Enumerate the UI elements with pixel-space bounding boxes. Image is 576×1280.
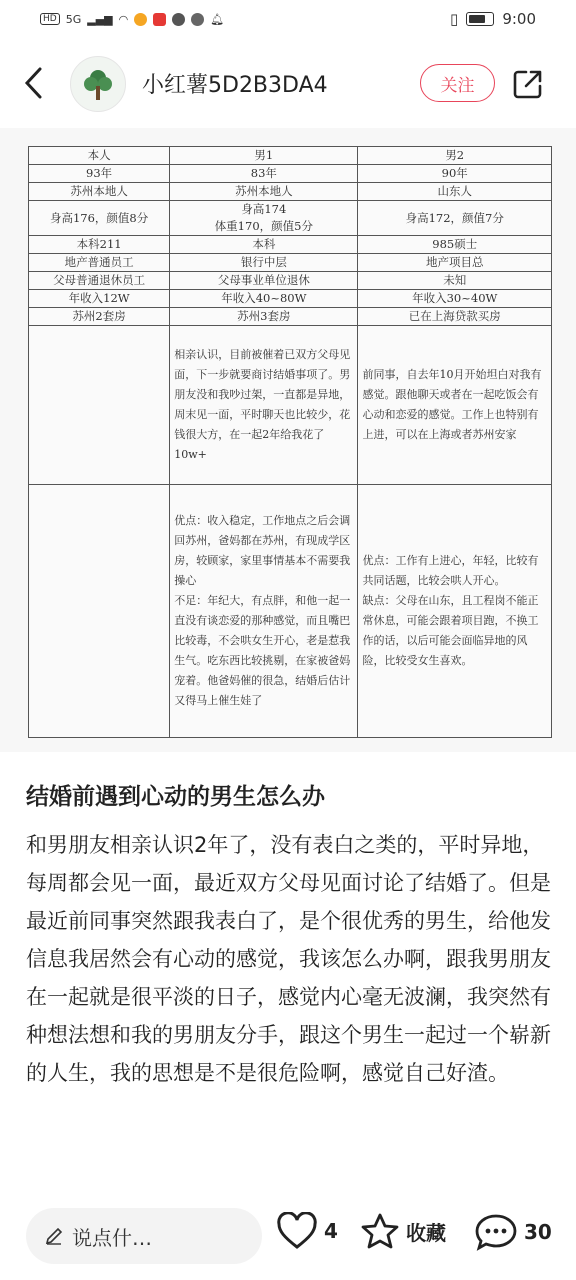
table-cell: 男2 xyxy=(358,147,552,165)
hd-icon: HD xyxy=(40,13,60,25)
post-image[interactable] xyxy=(0,128,576,752)
message-icon xyxy=(172,13,185,26)
like-count: 4 xyxy=(324,1219,338,1243)
network-label: 5G xyxy=(65,12,82,26)
table-cell: 年收入40~80W xyxy=(170,290,358,308)
table-cell: 83年 xyxy=(170,165,358,183)
table-row xyxy=(29,272,552,290)
table-cell: 地产普通员工 xyxy=(29,254,170,272)
table-cell: 年收入30~40W xyxy=(358,290,552,308)
table-cell: 相亲认识，目前被催着已双方父母见面，下一步就要商讨结婚事项了。男朋友没和我吵过架，一直都是异地，周末见一面，平时聊天也比较少，花钱很大方，在一起2年给我花了10w+ xyxy=(170,326,358,485)
table-row xyxy=(29,308,552,326)
app-icon xyxy=(191,13,204,26)
collect-label: 收藏 xyxy=(406,1220,446,1245)
notification-bell-icon: 🔔︎ xyxy=(210,12,225,26)
comparison-table xyxy=(28,146,552,738)
follow-button[interactable]: 关注 xyxy=(420,64,495,102)
table-row xyxy=(29,165,552,183)
news-app-icon xyxy=(153,13,166,26)
table-cell: 优点：收入稳定，工作地点之后会调回苏州，爸妈都在苏州，有现成学区房，较顾家，家里事情基本不需要我操心 不足：年纪大，有点胖，和他一起一直没有谈恋爱的那种感觉，而且嘴巴比较毒，不会哄女生开心，老是惹我生气。吃东西比较挑剔，在家被爸妈宠着。他爸妈催的很急，结婚后估计又得马上催生娃了 xyxy=(170,485,358,738)
post-title: 结婚前遇到心动的男生怎么办 xyxy=(26,784,325,810)
status-left xyxy=(40,13,224,26)
weibo-icon xyxy=(134,13,147,26)
table-cell xyxy=(29,485,170,738)
table-cell: 93年 xyxy=(29,165,170,183)
pen-icon xyxy=(44,1226,64,1246)
table-row xyxy=(29,183,552,201)
table-cell: 苏州2套房 xyxy=(29,308,170,326)
table-cell: 父母事业单位退休 xyxy=(170,272,358,290)
table-cell: 90年 xyxy=(358,165,552,183)
table-cell: 本人 xyxy=(29,147,170,165)
table-cell: 优点：工作有上进心，年轻，比较有共同话题，比较会哄人开心。 缺点：父母在山东，且工程岗不能正常休息，可能会跟着项目跑，不换工作的话，以后可能会面临异地的风险，比较受女生喜欢。 xyxy=(358,485,552,738)
table-cell xyxy=(29,326,170,485)
table-cell: 父母普通退休员工 xyxy=(29,272,170,290)
table-cell: 985硕士 xyxy=(358,236,552,254)
table-cell: 山东人 xyxy=(358,183,552,201)
comment-placeholder: 说点什… xyxy=(72,1225,152,1250)
table-row xyxy=(29,485,552,738)
table-row xyxy=(29,326,552,485)
comment-count: 30 xyxy=(524,1220,552,1244)
table-cell: 地产项目总 xyxy=(358,254,552,272)
comment-input[interactable] xyxy=(26,1208,262,1264)
table-cell: 身高172，颜值7分 xyxy=(358,201,552,236)
status-bar xyxy=(0,0,576,38)
table-cell: 年收入12W xyxy=(29,290,170,308)
table-cell: 本科211 xyxy=(29,236,170,254)
table-row xyxy=(29,201,552,236)
table-row xyxy=(29,147,552,165)
table-cell: 身高174 体重170，颜值5分 xyxy=(170,201,358,236)
table-row xyxy=(29,236,552,254)
avatar[interactable] xyxy=(70,56,126,112)
signal-icon: ▂▄▆ xyxy=(87,12,113,26)
comments-button[interactable] xyxy=(474,1212,552,1252)
comment-bubble-icon xyxy=(474,1212,518,1252)
table-cell: 苏州本地人 xyxy=(170,183,358,201)
share-icon[interactable] xyxy=(512,68,544,100)
back-icon[interactable] xyxy=(22,66,44,100)
table-cell: 已在上海贷款买房 xyxy=(358,308,552,326)
table-cell: 身高176，颜值8分 xyxy=(29,201,170,236)
table-cell: 苏州3套房 xyxy=(170,308,358,326)
table-cell: 未知 xyxy=(358,272,552,290)
nav-bar xyxy=(0,48,576,118)
clock: 9:00 xyxy=(502,10,536,28)
table-row xyxy=(29,254,552,272)
collect-button[interactable] xyxy=(360,1212,446,1250)
table-cell: 前同事，自去年10月开始坦白对我有感觉。跟他聊天或者在一起吃饭会有心动和恋爱的感觉。工作上也特别有上进，可以在上海或者苏州安家 xyxy=(358,326,552,485)
post-body: 和男朋友相亲认识2年了，没有表白之类的，平时异地，每周都会见一面，最近双方父母见面讨论了结婚了。但是最近前同事突然跟我表白了，是个很优秀的男生，给他发信息我居然会有心动的感觉，我该怎么办啊，跟我男朋友在一起就是很平淡的日子，感觉内心毫无波澜，我突然有种想法想和我的男朋友分手，跟这个男生一起过一个崭新的人生，我的思想是不是很危险啊，感觉自己好渣。 xyxy=(26,833,551,1085)
table-cell: 苏州本地人 xyxy=(29,183,170,201)
table-cell: 本科 xyxy=(170,236,358,254)
table-row xyxy=(29,290,552,308)
wifi-icon: ◠ xyxy=(118,12,129,26)
vibrate-icon: ▯ xyxy=(450,10,459,28)
battery-icon xyxy=(466,12,494,26)
author-name[interactable]: 小红薯5D2B3DA4 xyxy=(142,73,328,98)
heart-icon xyxy=(276,1212,318,1250)
like-button[interactable] xyxy=(276,1212,338,1250)
star-icon xyxy=(360,1212,400,1250)
table-cell: 男1 xyxy=(170,147,358,165)
tree-icon xyxy=(81,66,115,102)
table-cell: 银行中层 xyxy=(170,254,358,272)
status-right xyxy=(450,10,536,28)
bottom-bar xyxy=(0,1190,576,1280)
